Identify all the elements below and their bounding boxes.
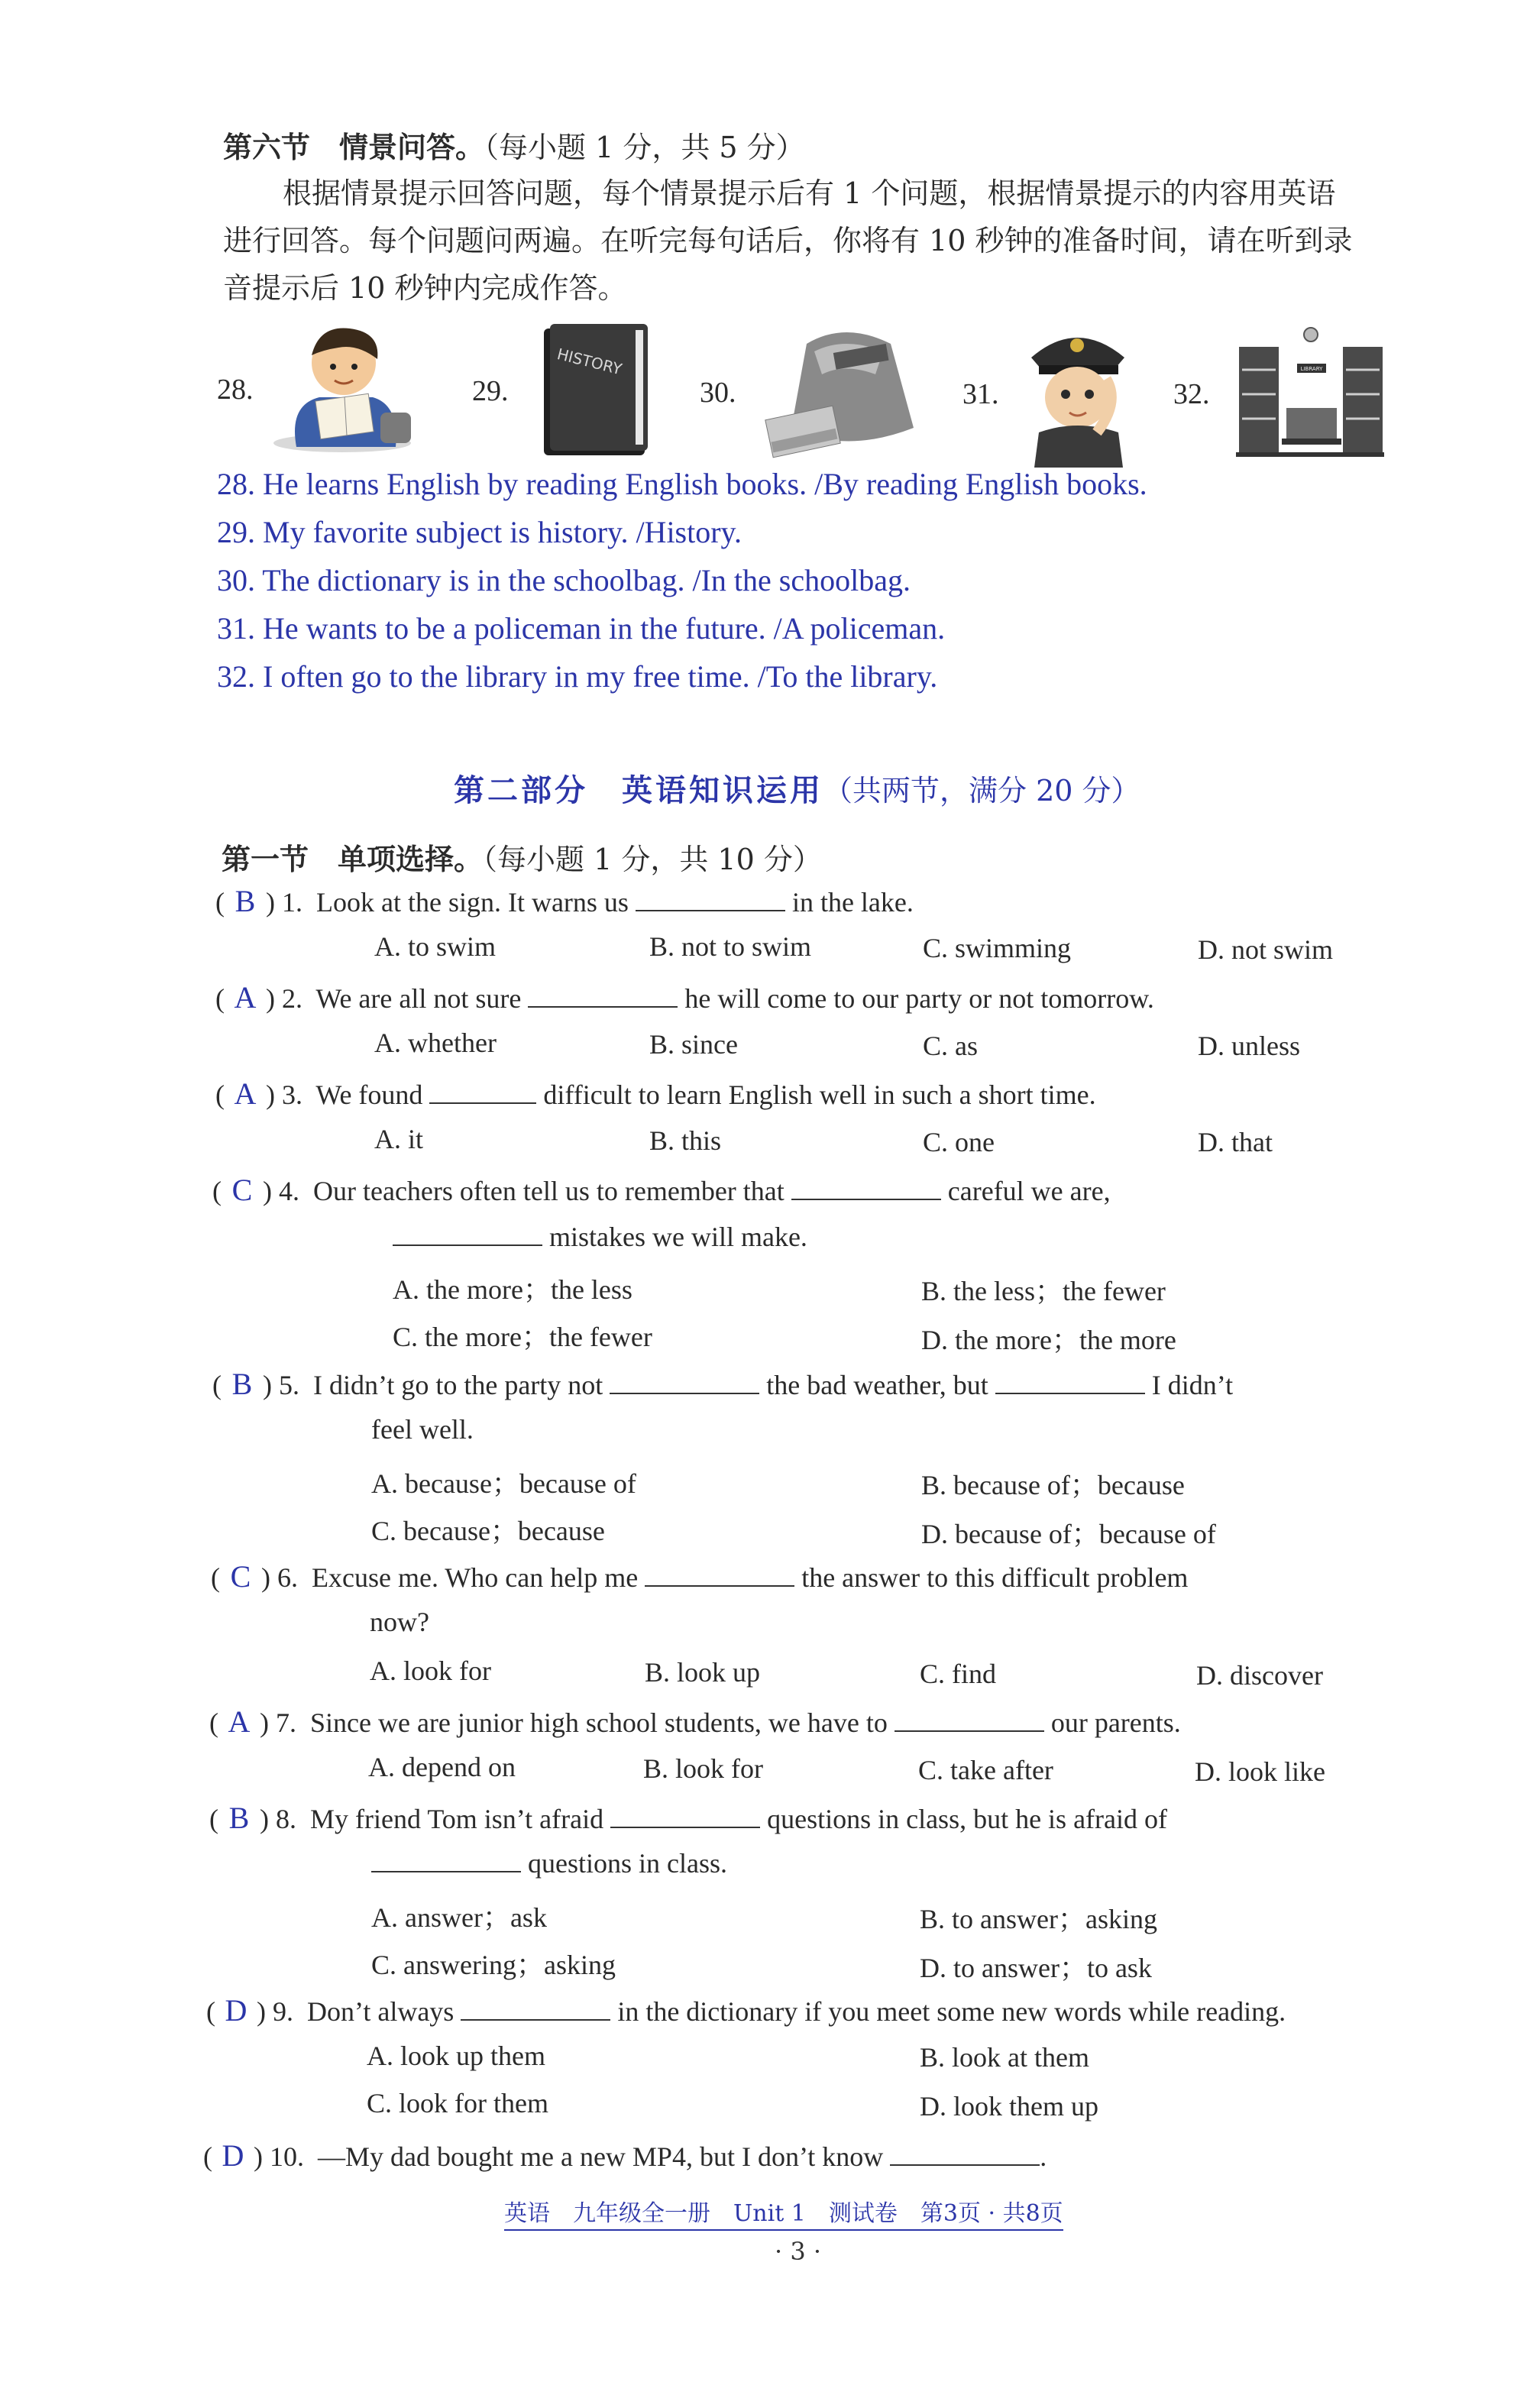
question-text: careful we are, <box>947 1176 1111 1206</box>
section1-note: （每小题 1 分，共 10 分） <box>483 843 822 876</box>
answer-blank <box>636 887 785 911</box>
answer-blank <box>895 1707 1044 1732</box>
question-text: My friend Tom isn’t afraid <box>310 1804 604 1834</box>
option-a: A. because；because of <box>371 1468 636 1499</box>
question-text: . <box>1040 2141 1047 2172</box>
option-a: A. it <box>374 1124 424 1154</box>
answer-29: 29. My favorite subject is history. /History. <box>217 515 742 549</box>
option-b: B. look for <box>643 1753 763 1784</box>
section6-note: （每小题 1 分，共 5 分） <box>484 131 805 164</box>
answer-blank <box>610 1370 759 1394</box>
answer-blank <box>995 1370 1145 1394</box>
answer-letter: A <box>234 1076 257 1111</box>
pic-num-29: 29. <box>472 375 509 407</box>
question-number: 6. <box>277 1562 298 1593</box>
question-number: 4. <box>279 1176 299 1206</box>
question-4: ( C ) 4. Our teachers often tell us to remember that careful we are, <box>212 1173 1111 1207</box>
question-number: 2. <box>282 983 302 1014</box>
section6-title: 第六节 情景问答。 <box>223 130 485 164</box>
question-number: 5. <box>279 1370 299 1400</box>
question-text: questions in class. <box>528 1848 727 1879</box>
question-number: 1. <box>282 887 302 918</box>
option-d: D. look them up <box>920 2091 1098 2122</box>
option-c: C. take after <box>918 1755 1053 1785</box>
section1-title: 第一节 单项选择。 <box>222 842 484 876</box>
answer-blank <box>393 1222 542 1246</box>
question-text: I didn’t <box>1151 1370 1234 1400</box>
option-d: D. discover <box>1196 1660 1323 1691</box>
option-d: D. look like <box>1195 1756 1325 1787</box>
part2-title-text: 第二部分 英语知识运用 <box>454 772 823 808</box>
option-a: A. look for <box>370 1656 491 1686</box>
part2-title-note: （共两节，满分 20 分） <box>823 774 1140 808</box>
question-text: Excuse me. Who can help me <box>312 1562 639 1593</box>
option-a: A. answer；ask <box>371 1902 547 1933</box>
question-text: We found <box>315 1079 423 1110</box>
option-d: D. unless <box>1198 1031 1300 1061</box>
option-c: C. swimming <box>923 933 1072 963</box>
option-d: D. not swim <box>1198 934 1334 965</box>
answer-30: 30. The dictionary is in the schoolbag. /In the schoolbag. <box>217 563 911 597</box>
question-text: Our teachers often tell us to remember that <box>313 1176 785 1206</box>
option-b: B. because of；because <box>921 1470 1185 1500</box>
instruction-line-2: 进行回答。每个问题问两遍。在听完每句话后，你将有 10 秒钟的准备时间，请在听到录 <box>223 224 1353 257</box>
option-b: B. since <box>649 1029 738 1060</box>
option-a: A. whether <box>374 1028 497 1058</box>
answer-letter: B <box>235 884 256 918</box>
answer-blank <box>645 1562 794 1587</box>
option-d: D. to answer；to ask <box>920 1953 1152 1983</box>
answer-letter: C <box>230 1559 251 1594</box>
option-b: B. look at them <box>920 2042 1089 2073</box>
option-b: B. the less；the fewer <box>921 1276 1166 1306</box>
answer-blank <box>461 1996 610 2021</box>
question-text: —My dad bought me a new MP4, but I don’t know <box>318 2141 884 2172</box>
question-text: I didn’t go to the party not <box>313 1370 603 1400</box>
option-c: C. one <box>923 1127 995 1157</box>
question-4-line-2 <box>393 1221 807 1253</box>
question-number: 10. <box>270 2141 304 2172</box>
answer-letter: A <box>234 980 257 1015</box>
option-d: D. the more；the more <box>921 1325 1176 1355</box>
question-text: the answer to this difficult problem <box>801 1562 1189 1593</box>
question-number: 9. <box>273 1996 293 2027</box>
question-text: difficult to learn English well in such a short time. <box>543 1079 1096 1110</box>
instruction-line-1: 根据情景提示回答问题，每个情景提示后有 1 个问题，根据情景提示的内容用英语 <box>283 176 1336 210</box>
answer-32: 32. I often go to the library in my free time. /To the library. <box>217 659 938 694</box>
option-a: A. depend on <box>368 1752 516 1782</box>
question-2: ( A ) 2. We are all not sure he will come to our party or not tomorrow. <box>215 980 1154 1015</box>
question-6: ( C ) 6. Excuse me. Who can help me the answer to this difficult problem <box>211 1559 1189 1594</box>
answer-letter: D <box>222 2138 244 2173</box>
answer-blank <box>610 1804 760 1828</box>
question-text: mistakes we will make. <box>549 1222 807 1252</box>
option-c: C. as <box>923 1031 978 1061</box>
question-number: 3. <box>282 1079 302 1110</box>
question-9: ( D ) 9. Don’t always in the dictionary if you meet some new words while reading. <box>206 1993 1286 2028</box>
pic-num-30: 30. <box>700 377 736 409</box>
question-text: Don’t always <box>307 1996 455 2027</box>
boy-reading-book-icon <box>266 321 419 455</box>
question-text: our parents. <box>1050 1707 1181 1738</box>
library-label: LIBRARY <box>1300 366 1323 372</box>
option-a: A. the more；the less <box>393 1274 632 1305</box>
section1-heading <box>222 836 822 878</box>
answer-letter: D <box>225 1993 247 2028</box>
question-text: questions in class, but he is afraid of <box>767 1804 1167 1834</box>
option-b: B. this <box>649 1125 722 1156</box>
question-text: in the lake. <box>791 887 914 918</box>
option-b: B. not to swim <box>649 931 812 962</box>
question-text: We are all not sure <box>315 983 522 1014</box>
option-b: B. to answer；asking <box>920 1904 1157 1934</box>
option-b: B. look up <box>645 1657 761 1688</box>
answer-28: 28. He learns English by reading English books. /By reading English books. <box>217 467 1147 501</box>
answer-blank <box>528 983 678 1008</box>
question-6-line-2: now? <box>370 1607 429 1637</box>
question-text: Since we are junior high school students, we have to <box>310 1707 888 1738</box>
answer-blank <box>791 1176 941 1200</box>
pic-num-31: 31. <box>962 378 999 410</box>
question-8-line-2 <box>371 1847 727 1879</box>
instruction-line-3: 音提示后 10 秒钟内完成作答。 <box>223 271 627 305</box>
option-c: C. answering；asking <box>371 1950 616 1980</box>
answer-letter: B <box>228 1801 250 1835</box>
answer-letter: B <box>231 1367 253 1401</box>
question-10: ( D ) 10. —My dad bought me a new MP4, but I don’t know . <box>203 2138 1047 2173</box>
pic-num-28: 28. <box>217 374 254 406</box>
answer-blank <box>429 1079 536 1104</box>
option-c: C. find <box>920 1659 997 1689</box>
option-a: A. look up them <box>367 2041 545 2071</box>
question-number: 7. <box>276 1707 296 1738</box>
option-d: D. that <box>1198 1127 1273 1157</box>
option-c: C. the more；the fewer <box>393 1322 652 1352</box>
answer-letter: C <box>231 1173 253 1207</box>
question-text: he will come to our party or not tomorrow. <box>684 983 1154 1014</box>
option-c: C. look for them <box>367 2088 548 2118</box>
question-7: ( A ) 7. Since we are junior high school students, we have to our parents. <box>209 1704 1181 1739</box>
question-8: ( B ) 8. My friend Tom isn’t afraid questions in class, but he is afraid of <box>209 1801 1167 1835</box>
question-5: ( B ) 5. I didn’t go to the party not the bad weather, but I didn’t <box>212 1367 1234 1401</box>
part2-title <box>454 766 1140 810</box>
pic-num-32: 32. <box>1173 378 1210 410</box>
section6-heading <box>223 124 805 166</box>
question-text: Look at the sign. It warns us <box>316 887 629 918</box>
answer-blank <box>371 1848 521 1872</box>
history-label: HISTORY <box>555 345 624 379</box>
answer-letter: A <box>228 1704 251 1739</box>
option-d: D. because of；because of <box>921 1519 1216 1549</box>
option-c: C. because；because <box>371 1516 605 1546</box>
page-number: · 3 · <box>775 2237 822 2266</box>
question-3: ( A ) 3. We found difficult to learn English well in such a short time. <box>215 1076 1096 1111</box>
library-icon <box>1236 324 1384 458</box>
question-1: ( B ) 1. Look at the sign. It warns us in the lake. <box>215 884 914 918</box>
page-footer: 英语 九年级全一册 Unit 1 测试卷 第3页 · 共8页 <box>504 2194 1063 2231</box>
question-text: the bad weather, but <box>766 1370 988 1400</box>
question-number: 8. <box>276 1804 296 1834</box>
schoolbag-dictionary-icon <box>761 321 923 464</box>
answer-blank <box>890 2141 1040 2166</box>
policeman-icon <box>1024 318 1131 468</box>
option-a: A. to swim <box>374 931 497 962</box>
answer-31: 31. He wants to be a policeman in the future. /A policeman. <box>217 611 946 646</box>
question-5-line-2: feel well. <box>371 1414 474 1445</box>
history-book-icon <box>539 322 652 460</box>
question-text: in the dictionary if you meet some new words while reading. <box>617 1996 1286 2027</box>
